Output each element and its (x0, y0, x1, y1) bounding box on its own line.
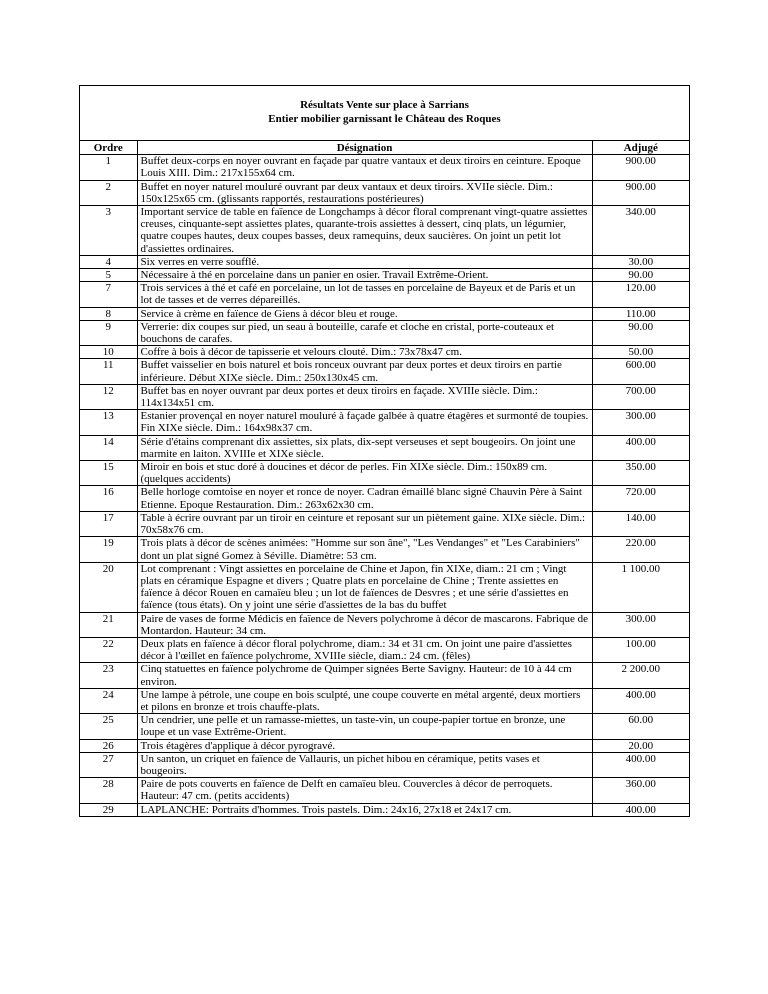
table-row (80, 511, 689, 536)
cell-adjuge: 30.00 (592, 255, 689, 268)
cell-adjuge: 2 200.00 (592, 663, 689, 688)
table-row (80, 739, 689, 752)
cell-ordre: 21 (80, 612, 137, 637)
results-sheet (79, 85, 690, 817)
cell-adjuge: 120.00 (592, 282, 689, 307)
cell-ordre: 27 (80, 752, 137, 777)
cell-ordre: 7 (80, 282, 137, 307)
table-row (80, 752, 689, 777)
cell-ordre: 4 (80, 255, 137, 268)
table-row (80, 663, 689, 688)
table-row (80, 486, 689, 511)
cell-designation: Service à crème en faïence de Giens à décor bleu et rouge. (137, 307, 592, 320)
cell-ordre: 22 (80, 637, 137, 662)
cell-designation: Trois plats à décor de scènes animées: "Homme sur son âne", "Les Vendanges" et "Les Carabiniers" dont un plat signé Gomez à Séville. Diamètre: 53 cm. (137, 537, 592, 562)
cell-ordre: 9 (80, 320, 137, 345)
cell-ordre: 2 (80, 180, 137, 205)
cell-designation: Paire de pots couverts en faïence de Delft en camaïeu bleu. Couvercles à décor de perroquets. Hauteur: 47 cm. (petits accidents) (137, 778, 592, 803)
cell-adjuge: 340.00 (592, 206, 689, 256)
cell-designation: Coffre à bois à décor de tapisserie et velours clouté. Dim.: 73x78x47 cm. (137, 346, 592, 359)
column-header-adjuge: Adjugé (592, 141, 689, 155)
cell-ordre: 19 (80, 537, 137, 562)
cell-adjuge: 720.00 (592, 486, 689, 511)
table-row (80, 206, 689, 256)
table-row (80, 637, 689, 662)
cell-ordre: 10 (80, 346, 137, 359)
table-row (80, 778, 689, 803)
cell-designation: Buffet deux-corps en noyer ouvrant en façade par quatre vantaux et deux tiroirs en ceinture. Epoque Louis XIII. Dim.: 217x155x64 cm. (137, 155, 592, 180)
cell-adjuge: 600.00 (592, 359, 689, 384)
cell-ordre: 16 (80, 486, 137, 511)
cell-adjuge: 90.00 (592, 269, 689, 282)
cell-designation: Estanier provençal en noyer naturel mouluré à façade galbée à quatre étagères et surmonté de toupies. Fin XIXe siècle. Dim.: 164x98x37 cm. (137, 410, 592, 435)
table-row (80, 435, 689, 460)
table-row (80, 180, 689, 205)
cell-designation: Verrerie: dix coupes sur pied, un seau à bouteille, carafe et cloche en cristal, porte-couteaux et bouchons de carafes. (137, 320, 592, 345)
table-row (80, 155, 689, 180)
cell-designation: Buffet bas en noyer ouvrant par deux portes et deux tiroirs en façade. XVIIIe siècle. Dim.: 114x134x51 cm. (137, 384, 592, 409)
cell-adjuge: 20.00 (592, 739, 689, 752)
cell-designation: Cinq statuettes en faïence polychrome de Quimper signées Berte Savigny. Hauteur: de 10 à 44 cm environ. (137, 663, 592, 688)
table-row (80, 307, 689, 320)
cell-ordre: 5 (80, 269, 137, 282)
cell-ordre: 26 (80, 739, 137, 752)
table-row (80, 803, 689, 816)
cell-designation: Important service de table en faïence de Longchamps à décor floral comprenant vingt-quatre assiettes creuses, cinquante-sept assiettes plates, quarante-trois assiettes à dessert, cinq plats, un légumier, quatre coupes hautes, deux coupes basses, deux ramequins, deux saucières. On joint un petit lot d'assiettes ordinaires. (137, 206, 592, 256)
cell-adjuge: 140.00 (592, 511, 689, 536)
cell-designation: Belle horloge comtoise en noyer et ronce de noyer. Cadran émaillé blanc signé Chauvin Père à Saint Etienne. Epoque Restauration. Dim.: 263x62x30 cm. (137, 486, 592, 511)
cell-designation: Un santon, un criquet en faïence de Vallauris, un pichet hibou en céramique, petits vases et bougeoirs. (137, 752, 592, 777)
cell-designation: Une lampe à pétrole, une coupe en bois sculpté, une coupe couverte en métal argenté, deux mortiers et pilons en bronze et trois chauffe-plats. (137, 688, 592, 713)
cell-designation: Un cendrier, une pelle et un ramasse-miettes, un taste-vin, un coupe-papier tortue en bronze, une loupe et un vase Extrême-Orient. (137, 714, 592, 739)
table-row (80, 282, 689, 307)
cell-adjuge: 50.00 (592, 346, 689, 359)
table-row (80, 320, 689, 345)
title-line-1: Résultats Vente sur place à Sarrians (300, 99, 469, 111)
table-row (80, 714, 689, 739)
cell-adjuge: 400.00 (592, 435, 689, 460)
table-row (80, 346, 689, 359)
cell-adjuge: 100.00 (592, 637, 689, 662)
column-header-ordre: Ordre (80, 141, 137, 155)
table-body (80, 155, 689, 816)
table-row (80, 410, 689, 435)
table-row (80, 269, 689, 282)
cell-adjuge: 110.00 (592, 307, 689, 320)
table-row (80, 384, 689, 409)
cell-designation: Série d'étains comprenant dix assiettes, six plats, dix-sept verseuses et sept bougeoirs. On joint une marmite en laiton. XVIIIe et XIXe siècle. (137, 435, 592, 460)
cell-adjuge: 60.00 (592, 714, 689, 739)
cell-ordre: 13 (80, 410, 137, 435)
cell-adjuge: 360.00 (592, 778, 689, 803)
table-header-row (80, 141, 689, 155)
cell-ordre: 24 (80, 688, 137, 713)
table-row (80, 562, 689, 612)
table-row (80, 255, 689, 268)
cell-ordre: 11 (80, 359, 137, 384)
cell-designation: Miroir en bois et stuc doré à doucines et décor de perles. Fin XIXe siècle. Dim.: 150x89 cm. (quelques accidents) (137, 461, 592, 486)
cell-designation: Lot comprenant : Vingt assiettes en porcelaine de Chine et Japon, fin XIXe, diam.: 21 cm ; Vingt plats en céramique Espagne et divers ; Quatre plats en porcelaine de Chine ; Trente assiettes en faïence à décor Rouen en camaïeu bleu ; un lot de faïences de Desvres ; et une série d'assiettes en faïence (tous états). On y joint une série d'assiettes de la bas du buffet (137, 562, 592, 612)
cell-designation: Deux plats en faïence à décor floral polychrome, diam.: 34 et 31 cm. On joint une paire d'assiettes décor à l'œillet en faïence polychrome, XVIIIe siècle, diam.: 24 cm. (fêles) (137, 637, 592, 662)
cell-designation: Six verres en verre soufflé. (137, 255, 592, 268)
cell-adjuge: 220.00 (592, 537, 689, 562)
cell-adjuge: 1 100.00 (592, 562, 689, 612)
cell-designation: Nécessaire à thé en porcelaine dans un panier en osier. Travail Extrême-Orient. (137, 269, 592, 282)
table-row (80, 537, 689, 562)
table-row (80, 612, 689, 637)
cell-designation: Trois services à thé et café en porcelaine, un lot de tasses en porcelaine de Bayeux et de Paris et un lot de tasses et de verres dépareillés. (137, 282, 592, 307)
cell-adjuge: 300.00 (592, 410, 689, 435)
cell-adjuge: 90.00 (592, 320, 689, 345)
cell-adjuge: 300.00 (592, 612, 689, 637)
cell-designation: Paire de vases de forme Médicis en faïence de Nevers polychrome à décor de mascarons. Fabrique de Montardon. Hauteur: 34 cm. (137, 612, 592, 637)
cell-adjuge: 700.00 (592, 384, 689, 409)
cell-adjuge: 900.00 (592, 155, 689, 180)
table-row (80, 461, 689, 486)
cell-ordre: 29 (80, 803, 137, 816)
table-row (80, 688, 689, 713)
cell-designation: Trois étagères d'applique à décor pyrogravé. (137, 739, 592, 752)
cell-designation: Table à écrire ouvrant par un tiroir en ceinture et reposant sur un piètement gaine. XIXe siècle. Dim.: 70x58x76 cm. (137, 511, 592, 536)
cell-ordre: 23 (80, 663, 137, 688)
cell-adjuge: 400.00 (592, 688, 689, 713)
cell-ordre: 28 (80, 778, 137, 803)
cell-designation: Buffet en noyer naturel mouluré ouvrant par deux vantaux et deux tiroirs. XVIIe siècle. Dim.: 150x125x65 cm. (glissants rapportés, restaurations postérieures) (137, 180, 592, 205)
cell-ordre: 17 (80, 511, 137, 536)
cell-ordre: 25 (80, 714, 137, 739)
cell-ordre: 14 (80, 435, 137, 460)
results-table (80, 141, 689, 816)
title-line-2: Entier mobilier garnissant le Château des Roques (268, 113, 501, 125)
cell-designation: LAPLANCHE: Portraits d'hommes. Trois pastels. Dim.: 24x16, 27x18 et 24x17 cm. (137, 803, 592, 816)
cell-ordre: 15 (80, 461, 137, 486)
column-header-designation: Désignation (137, 141, 592, 155)
cell-ordre: 8 (80, 307, 137, 320)
cell-adjuge: 350.00 (592, 461, 689, 486)
table-row (80, 359, 689, 384)
cell-adjuge: 900.00 (592, 180, 689, 205)
cell-designation: Buffet vaisselier en bois naturel et bois ronceux ouvrant par deux portes et deux tiroirs en partie inférieure. Début XIXe siècle. Dim.: 250x130x45 cm. (137, 359, 592, 384)
cell-ordre: 20 (80, 562, 137, 612)
cell-ordre: 3 (80, 206, 137, 256)
cell-adjuge: 400.00 (592, 752, 689, 777)
title-block (80, 86, 689, 141)
cell-ordre: 12 (80, 384, 137, 409)
cell-ordre: 1 (80, 155, 137, 180)
cell-adjuge: 400.00 (592, 803, 689, 816)
